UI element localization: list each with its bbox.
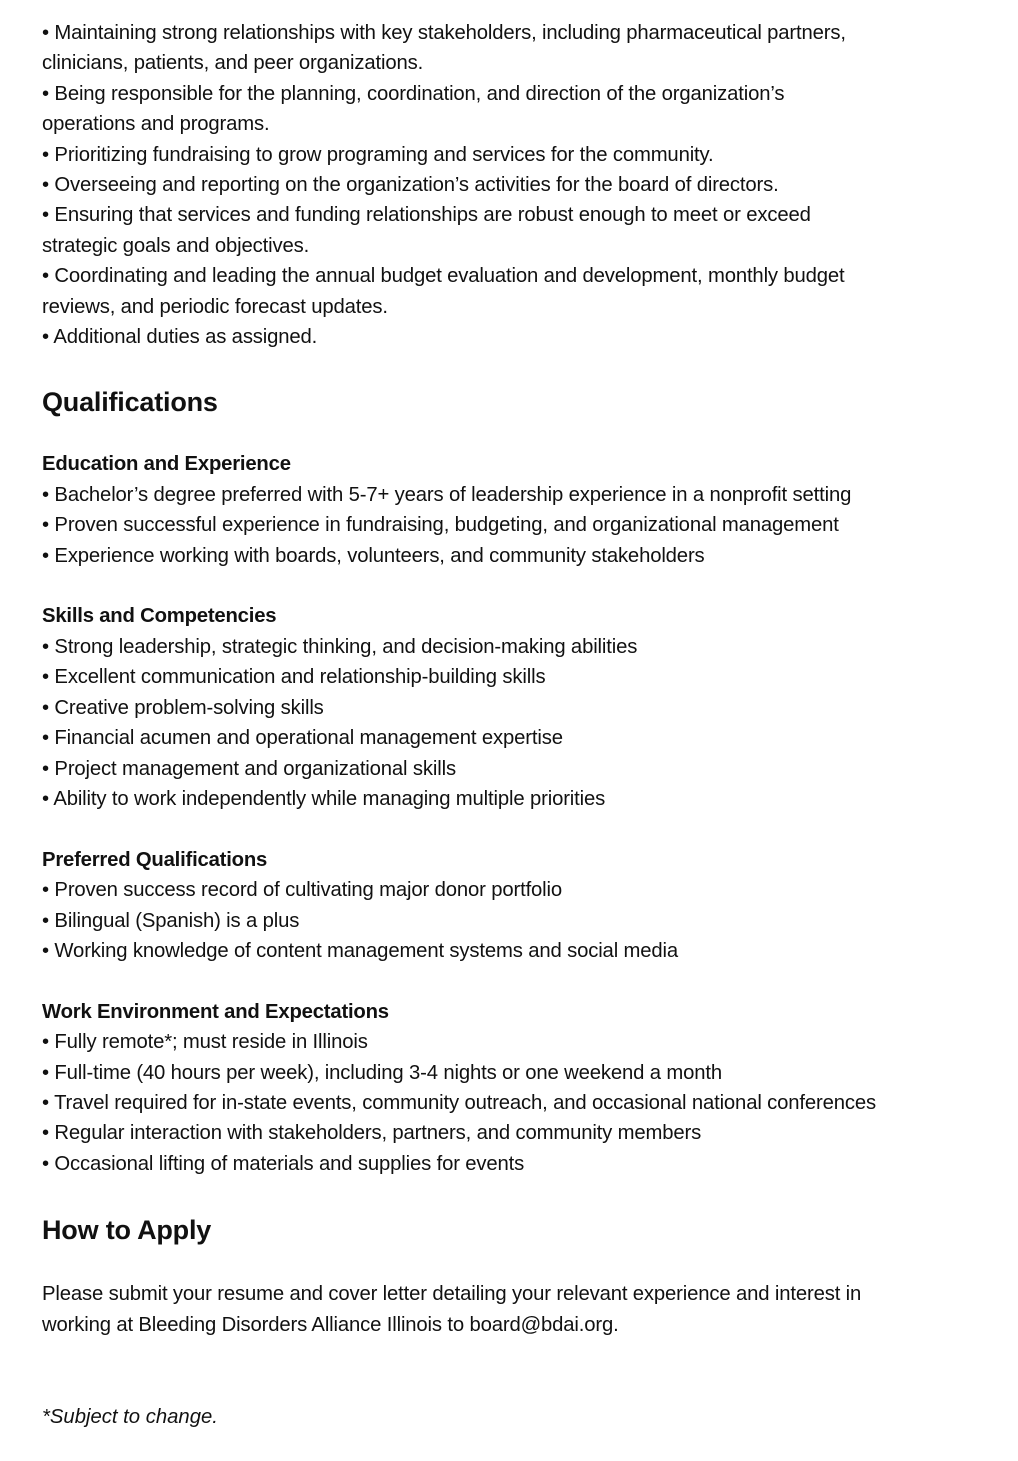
- education-section: [42, 449, 1010, 571]
- apply-heading: How to Apply: [42, 1215, 212, 1246]
- list-item: [42, 79, 1010, 140]
- list-item-line: • Ensuring that services and funding relationships are robust enough to meet or exceed: [42, 204, 811, 227]
- list-item: • Strong leadership, strategic thinking, and decision-making abilities: [42, 635, 638, 658]
- education-heading: Education and Experience: [42, 453, 291, 476]
- list-item: • Project management and organizational skills: [42, 757, 456, 780]
- environment-heading: Work Environment and Expectations: [42, 1000, 389, 1023]
- list-item-line: operations and programs.: [42, 113, 270, 136]
- preferred-section: [42, 845, 1010, 967]
- list-item: • Occasional lifting of materials and supplies for events: [42, 1152, 525, 1175]
- list-item: [42, 18, 1010, 79]
- list-item-line: reviews, and periodic forecast updates.: [42, 295, 388, 318]
- apply-line: Please submit your resume and cover letter detailing your relevant experience and interest in: [42, 1283, 862, 1306]
- qualifications-heading: Qualifications: [42, 387, 218, 418]
- list-item: • Proven success record of cultivating major donor portfolio: [42, 879, 563, 902]
- list-item: • Full-time (40 hours per week), including 3-4 nights or one weekend a month: [42, 1061, 722, 1084]
- list-item-line: • Being responsible for the planning, coordination, and direction of the organization’s: [42, 82, 785, 105]
- list-item: • Regular interaction with stakeholders, partners, and community members: [42, 1122, 702, 1145]
- document-page: [42, 18, 1010, 1432]
- list-item: • Creative problem-solving skills: [42, 696, 324, 719]
- list-item: • Travel required for in-state events, community outreach, and occasional national conferences: [42, 1091, 876, 1114]
- list-item: • Excellent communication and relationship-building skills: [42, 666, 546, 689]
- list-item: • Fully remote*; must reside in Illinois: [42, 1031, 368, 1054]
- list-item: [42, 200, 1010, 261]
- footnote: *Subject to change.: [42, 1405, 218, 1428]
- preferred-heading: Preferred Qualifications: [42, 848, 268, 871]
- list-item-line: • Additional duties as assigned.: [42, 326, 318, 349]
- list-item-line: clinicians, patients, and peer organizations.: [42, 52, 424, 75]
- list-item: • Experience working with boards, volunteers, and community stakeholders: [42, 544, 705, 567]
- list-item: • Working knowledge of content management systems and social media: [42, 939, 679, 962]
- list-item: [42, 140, 1010, 170]
- list-item: [42, 170, 1010, 200]
- list-item: • Ability to work independently while managing multiple priorities: [42, 787, 606, 810]
- list-item: • Proven successful experience in fundraising, budgeting, and organizational management: [42, 514, 839, 537]
- list-item: • Financial acumen and operational management expertise: [42, 727, 563, 750]
- list-item-line: • Coordinating and leading the annual budget evaluation and development, monthly budget: [42, 265, 845, 288]
- list-item: • Bachelor’s degree preferred with 5-7+ years of leadership experience in a nonprofit setting: [42, 483, 852, 506]
- list-item: [42, 322, 1010, 352]
- apply-paragraph: [42, 1279, 1010, 1340]
- list-item-line: strategic goals and objectives.: [42, 234, 310, 257]
- responsibilities-list: [42, 18, 1010, 352]
- list-item: [42, 261, 1010, 322]
- apply-line: working at Bleeding Disorders Alliance Illinois to board@bdai.org.: [42, 1313, 619, 1336]
- skills-heading: Skills and Competencies: [42, 605, 277, 628]
- list-item-line: • Prioritizing fundraising to grow programing and services for the community.: [42, 143, 714, 166]
- list-item-line: • Maintaining strong relationships with key stakeholders, including pharmaceutical partners,: [42, 22, 846, 44]
- list-item-line: • Overseeing and reporting on the organization’s activities for the board of directors.: [42, 174, 779, 197]
- list-item: • Bilingual (Spanish) is a plus: [42, 909, 300, 932]
- skills-section: [42, 601, 1010, 814]
- environment-section: [42, 997, 1010, 1179]
